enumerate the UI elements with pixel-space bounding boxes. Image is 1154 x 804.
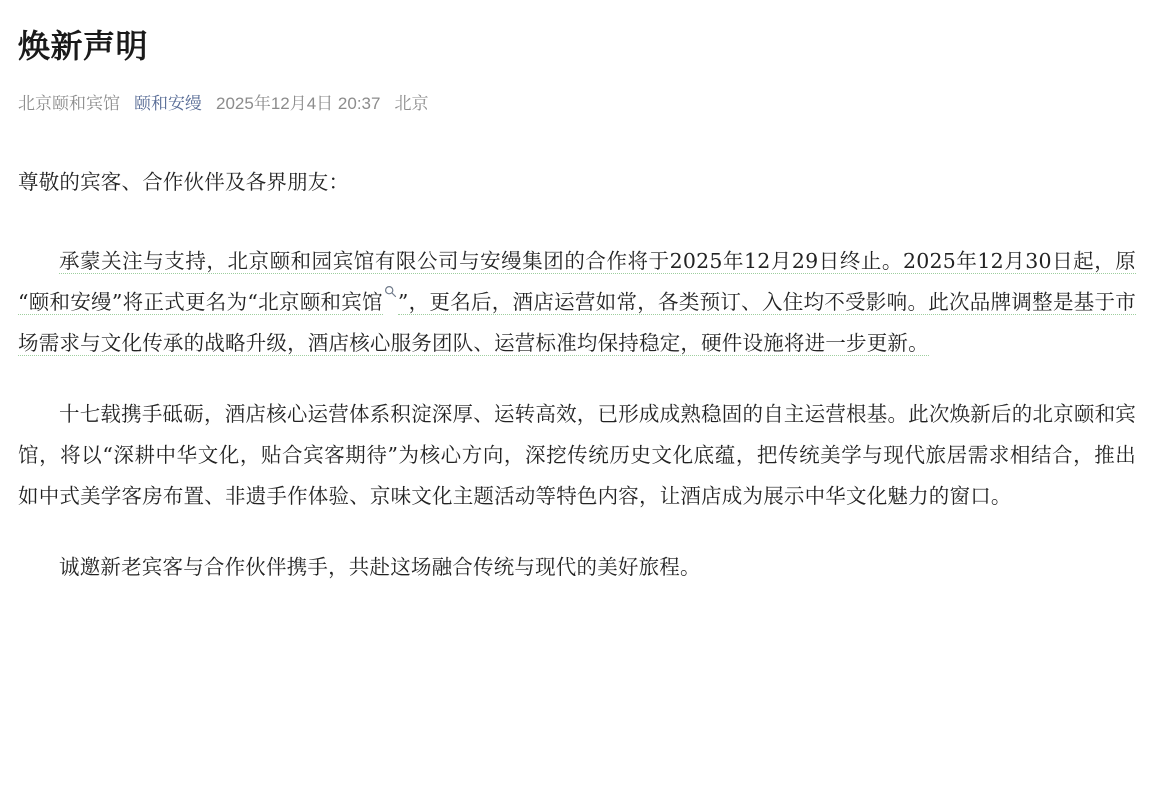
paragraph-salutation: 尊敬的宾客、合作伙伴及各界朋友： xyxy=(18,170,350,194)
paragraph-statement xyxy=(18,241,1136,364)
search-icon[interactable] xyxy=(384,287,398,301)
article-body xyxy=(18,162,1136,588)
article-meta xyxy=(18,92,1136,116)
paragraph-statement-part-b: ”，更名后，酒店运营如常，各类预订、入住均不受影响。此次品牌调整是基于市场需求与文化传承的战略升级，酒店核心服务团队、运营标准均保持稳定，硬件设施将进一步更新。 xyxy=(18,290,1136,355)
paragraph-statement-part-a: 承蒙关注与支持，北京颐和园宾馆有限公司与安缦集团的合作将于2025年12月29日终止。2025年12月30日起，原“颐和安缦”将正式更名为“北京颐和宾馆 xyxy=(18,249,1136,314)
meta-location: 北京 xyxy=(394,94,429,113)
bottom-spacer xyxy=(18,612,1136,632)
meta-author: 北京颐和宾馆 xyxy=(18,94,120,113)
paragraph-heritage: 十七载携手砥砺，酒店核心运营体系积淀深厚、运转高效，已形成成熟稳固的自主运营根基。此次焕新后的北京颐和宾馆，将以“深耕中华文化，贴合宾客期待”为核心方向，深挖传统历史文化底蕴，把传统美学与现代旅居需求相结合，推出如中式美学客房布置、非遗手作体验、京味文化主题活动等特色内容，让酒店成为展示中华文化魅力的窗口。 xyxy=(18,402,1136,508)
meta-date: 2025年12月4日 20:37 xyxy=(216,94,381,113)
page-title: 焕新声明 xyxy=(18,28,149,64)
paragraph-invitation: 诚邀新老宾客与合作伙伴携手，共赴这场融合传统与现代的美好旅程。 xyxy=(59,555,701,579)
meta-account-link[interactable]: 颐和安缦 xyxy=(134,94,202,113)
